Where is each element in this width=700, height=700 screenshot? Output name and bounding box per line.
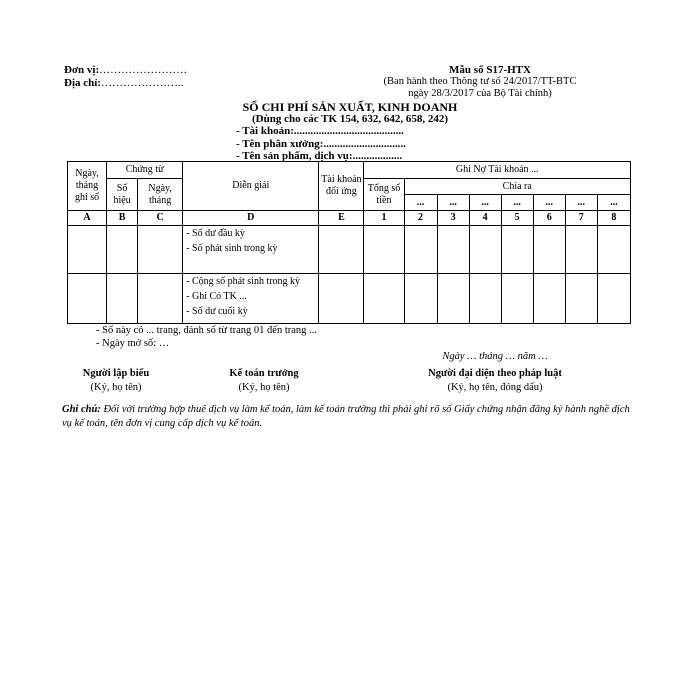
footnote	[62, 403, 642, 431]
breakdown-col-6: ...	[565, 195, 597, 211]
table-cell	[364, 226, 404, 274]
breakdown-col-2: ...	[437, 195, 469, 211]
credit-account-label: - Ghi Có TK ...	[186, 291, 247, 302]
table-cell	[404, 274, 437, 324]
table-cell	[319, 226, 364, 274]
table-cell	[501, 274, 533, 324]
table-cell	[138, 226, 183, 274]
field-workshop	[236, 138, 406, 151]
code-cell: E	[319, 211, 364, 226]
date-line: Ngày … tháng … năm …	[442, 351, 548, 362]
table-cell	[469, 274, 501, 324]
signature-legal-rep-note: (Ký, họ tên, đóng dấu)	[447, 382, 543, 393]
signature-preparer	[52, 367, 180, 395]
col-debit-header: Ghi Nợ Tài khoản ...	[364, 162, 631, 179]
table-cell	[501, 226, 533, 274]
code-cell: B	[107, 211, 138, 226]
address-dots: …………………..	[100, 77, 184, 89]
table-row	[68, 226, 631, 274]
table-cell	[437, 226, 469, 274]
code-cell: 6	[533, 211, 565, 226]
note-open-date: - Ngày mở sổ: …	[96, 338, 170, 349]
table-cell	[597, 226, 630, 274]
code-cell: 2	[404, 211, 437, 226]
field-account-label: - Tài khoản:	[236, 125, 294, 137]
field-workshop-label: - Tên phân xưởng:	[236, 137, 324, 150]
col-account-header: Tài khoản đối ứng	[319, 162, 364, 211]
note-pages: - Sổ này có ... trang, đánh số từ trang 01 đến trang ...	[96, 325, 317, 336]
code-cell: 8	[597, 211, 630, 226]
code-cell: 5	[501, 211, 533, 226]
table-cell	[404, 226, 437, 274]
signature-chief-accountant	[200, 367, 328, 395]
closing-balance-label: - Số dư cuối kỳ	[186, 306, 248, 317]
signature-preparer-title: Người lập biểu	[82, 368, 150, 379]
code-cell: D	[183, 211, 319, 226]
unit-line	[64, 64, 187, 76]
table-cell	[565, 226, 597, 274]
footnote-label: Ghi chú:	[62, 404, 101, 415]
field-product-label: - Tên sản phẩm, dịch vụ:	[236, 150, 353, 162]
issued-line-1: (Ban hành theo Thông tư số 24/2017/TT-BTC	[383, 76, 577, 87]
closing-block	[183, 274, 319, 324]
code-cell: 3	[437, 211, 469, 226]
table-row	[68, 274, 631, 324]
table-cell	[565, 274, 597, 324]
field-workshop-dots: ..............................	[323, 137, 406, 150]
code-cell: C	[138, 211, 183, 226]
table-cell	[319, 274, 364, 324]
signature-legal-rep	[410, 367, 580, 395]
breakdown-col-5: ...	[533, 195, 565, 211]
opening-balance-label: - Số dư đầu kỳ	[186, 228, 245, 239]
issued-line-2: ngày 28/3/2017 của Bộ Tài chính)	[408, 88, 552, 99]
address-line	[64, 77, 183, 89]
field-account	[236, 125, 406, 138]
col-total-header: Tổng số tiền	[364, 179, 404, 211]
col-breakdown-header: Chia ra	[404, 179, 631, 195]
col-desc-header: Diễn giải	[183, 162, 319, 211]
field-account-dots: ........................................	[293, 125, 404, 137]
code-cell: A	[68, 211, 107, 226]
col-voucher-no-header: Số hiệu	[107, 179, 138, 211]
table-cell	[68, 274, 107, 324]
unit-label: Đơn vị:	[64, 64, 100, 76]
col-voucher-date-header: Ngày, tháng	[138, 179, 183, 211]
field-list	[236, 125, 406, 163]
table-cell	[533, 274, 565, 324]
table-cell	[469, 226, 501, 274]
breakdown-col-1: ...	[404, 195, 437, 211]
ledger-table	[67, 161, 631, 324]
breakdown-col-3: ...	[469, 195, 501, 211]
signature-preparer-note: (Ký, họ tên)	[90, 382, 142, 393]
footnote-text: Đối với trường hợp thuê dịch vụ làm kế toán, làm kế toán trưởng thì phải ghi rõ số Giấy chứng nhận đăng ký hành nghề dịch vụ kế toán, tên đơn vị cung cấp dịch vụ kế toán.	[62, 404, 630, 429]
table-cell	[107, 274, 138, 324]
col-date-header: Ngày, tháng ghi sổ	[68, 162, 107, 211]
form-code: Mẫu số S17-HTX	[449, 64, 531, 76]
signature-chief-accountant-note: (Ký, họ tên)	[238, 382, 290, 393]
page-title: SỔ CHI PHÍ SẢN XUẤT, KINH DOANH	[242, 100, 458, 114]
signature-legal-rep-title: Người đại diện theo pháp luật	[428, 368, 562, 379]
page-subtitle: (Dùng cho các TK 154, 632, 642, 658, 242)	[252, 113, 448, 125]
unit-dots: ……………………	[99, 64, 188, 76]
header-row-1	[68, 162, 631, 179]
table-cell	[364, 274, 404, 324]
address-label: Địa chỉ:	[64, 77, 101, 89]
table-cell	[107, 226, 138, 274]
opening-block	[183, 226, 319, 274]
total-arising-label: - Cộng số phát sinh trong kỳ	[186, 276, 301, 287]
table-cell	[437, 274, 469, 324]
breakdown-col-7: ...	[597, 195, 630, 211]
code-cell: 7	[565, 211, 597, 226]
table-cell	[68, 226, 107, 274]
col-voucher-header: Chứng từ	[107, 162, 183, 179]
code-cell: 4	[469, 211, 501, 226]
table-cell	[533, 226, 565, 274]
signature-chief-accountant-title: Kế toán trưởng	[229, 368, 299, 379]
table-cell	[597, 274, 630, 324]
breakdown-col-4: ...	[501, 195, 533, 211]
code-cell: 1	[364, 211, 404, 226]
period-arising-label: - Số phát sinh trong kỳ	[186, 243, 278, 254]
table-cell	[138, 274, 183, 324]
code-row	[68, 211, 631, 226]
field-product-dots: ..................	[352, 150, 403, 162]
